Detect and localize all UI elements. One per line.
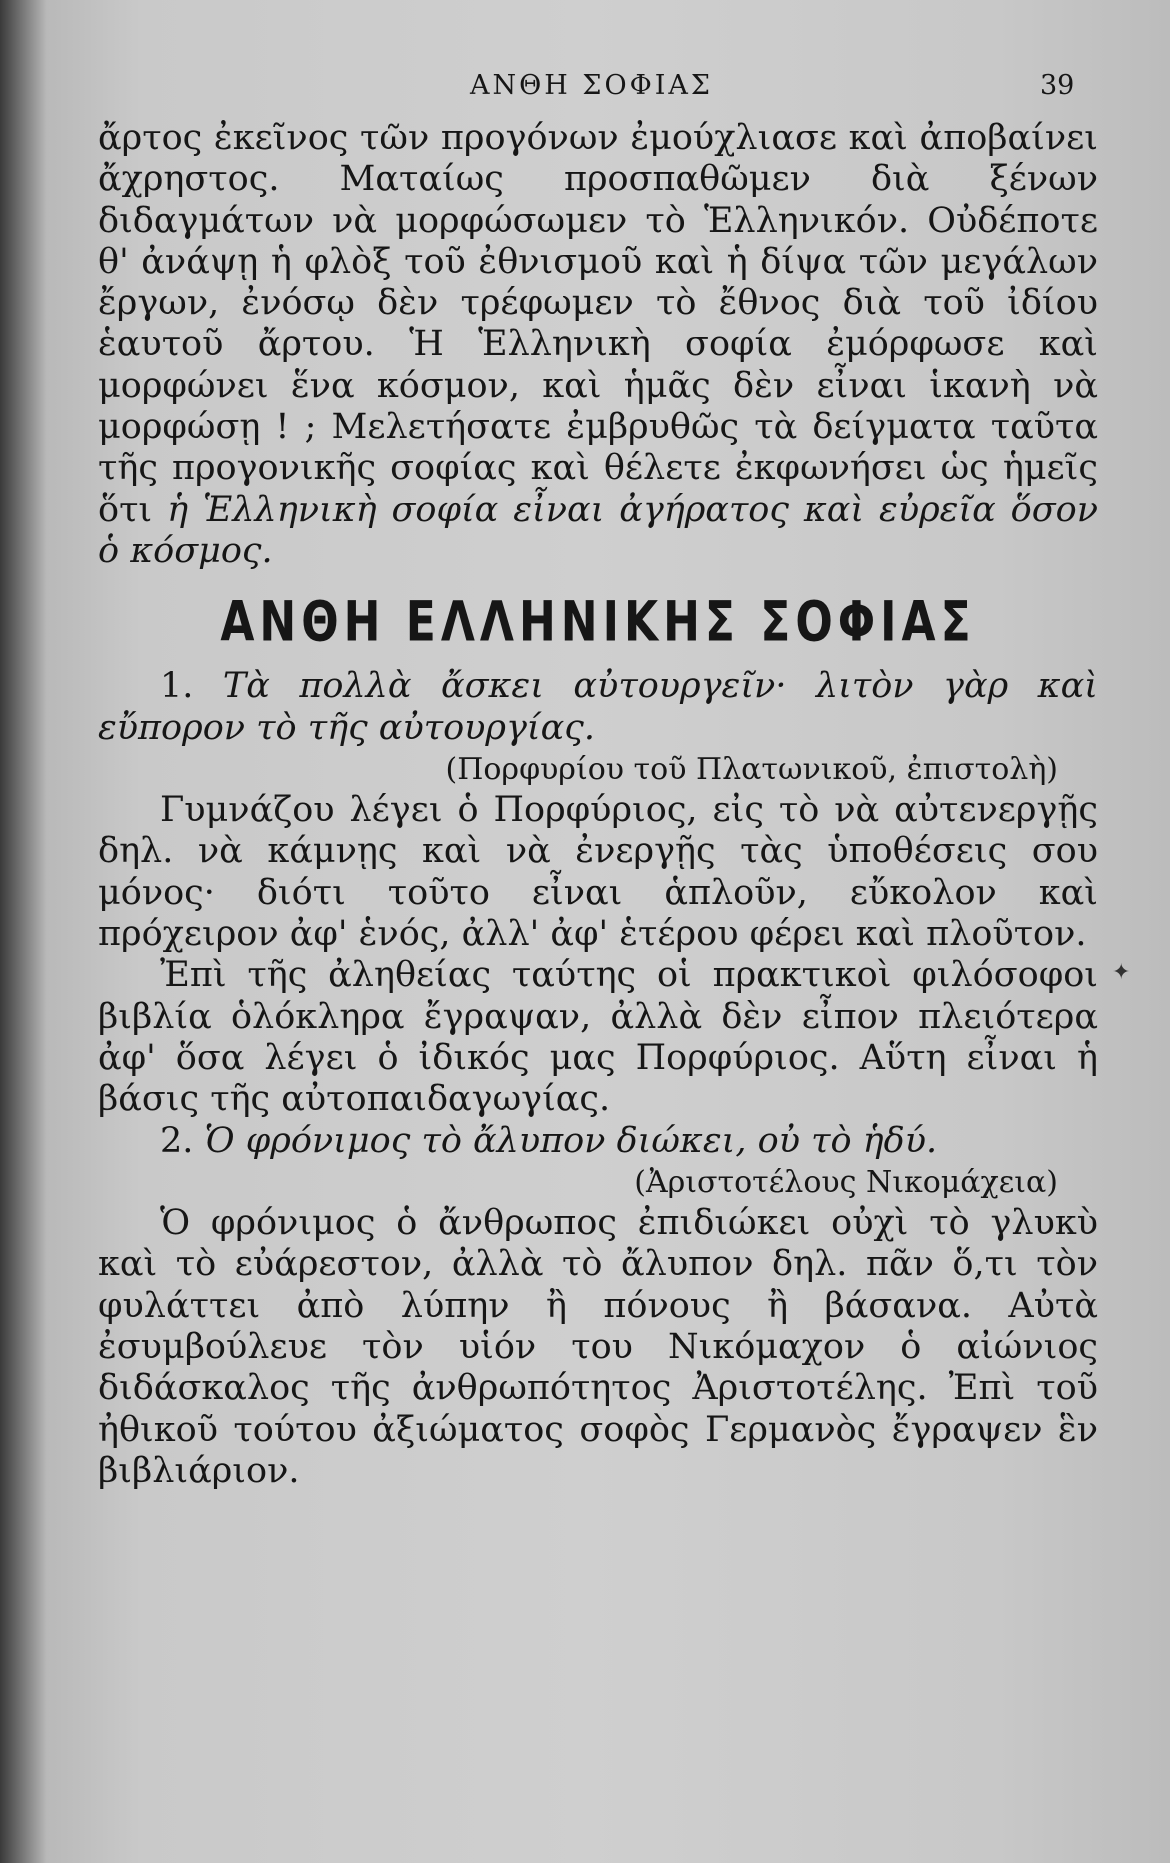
section-heading: ΑΝΘΗ ΕΛΛΗΝΙΚΗΣ ΣΟΦΙΑΣ	[220, 590, 976, 655]
maxim-1-text: Τὰ πολλὰ ἄσκει αὐτουργεῖν· λιτὸν γὰρ καὶ εὔπορον τὸ τῆς αὐτουργίας.	[98, 666, 1098, 748]
maxim-2-source: (Ἀριστοτέλους Νικομάχεια)	[634, 1164, 1058, 1200]
body-text	[98, 118, 1098, 1492]
margin-mark: ✦	[1112, 960, 1131, 985]
page-number: 39	[1040, 70, 1075, 101]
maxim-2-number: 2.	[160, 1120, 194, 1161]
maxim-1-source: (Πορφυρίου τοῦ Πλατωνικοῦ, ἐπιστολὴ)	[445, 751, 1058, 787]
maxim-2-text: Ὁ φρόνιμος τὸ ἄλυπον διώκει, οὐ τὸ ἡδύ.	[204, 1120, 938, 1161]
maxim-2	[98, 1121, 1098, 1162]
commentary-2: Ὁ φρόνιμος ὁ ἄνθρωπος ἐπιδιώκει οὐχὶ τὸ γλυκὺ καὶ τὸ εὐάρεστον, ἀλλὰ τὸ ἄλυπον δηλ. πᾶν ὅ,τι τὸν φυλάττει ἀπὸ λύπην ἢ πόνους ἢ βάσανα. Αὐτὰ ἐσυμβούλευε τὸν υἱόν του Νικόμαχον ὁ αἰώνιος διδάσκαλος τῆς ἀνθρωπότητος Ἀριστοτέλης. Ἐπὶ τοῦ ἠθικοῦ τούτου ἀξιώματος σοφὸς Γερμανὸς ἔγραψεν ἓν βιβλιάριον.	[98, 1203, 1098, 1491]
commentary-1b: Ἐπὶ τῆς ἀληθείας ταύτης οἱ πρακτικοὶ φιλόσοφοι βιβλία ὁλόκληρα ἔγραψαν, ἀλλὰ δὲν εἶπον πλειότερα ἀφ' ὅσα λέγει ὁ ἰδικός μας Πορφύριος. Αὕτη εἶναι ἡ βάσις τῆς αὐτοπαιδαγωγίας.	[98, 955, 1098, 1120]
running-head-title: ΑΝΘΗ ΣΟΦΙΑΣ	[470, 70, 714, 101]
maxim-1	[98, 666, 1098, 749]
commentary-1a: Γυμνάζου λέγει ὁ Πορφύριος, εἰς τὸ νὰ αὐτενεργῇς δηλ. νὰ κάμνῃς καὶ νὰ ἐνεργῇς τὰς ὑποθέσεις σου μόνος· διότι τοῦτο εἶναι ἁπλοῦν, εὔκολον καὶ πρόχειρον ἀφ' ἑνός, ἀλλ' ἀφ' ἑτέρου φέρει καὶ πλοῦτον.	[98, 790, 1098, 955]
maxim-1-number: 1.	[160, 666, 194, 707]
intro-text: ἄρτος ἐκεῖνος τῶν προγόνων ἐμούχλιασε καὶ ἀποβαίνει ἄχρηστος. Ματαίως προσπαθῶμεν διὰ ξένων διδαγμάτων νὰ μορφώσωμεν τὸ Ἑλληνικόν. Οὐδέποτε θ' ἀνάψῃ ἡ φλὸξ τοῦ ἐθνισμοῦ καὶ ἡ δίψα τῶν μεγάλων ἔργων, ἐνόσῳ δὲν τρέφωμεν τὸ ἔθνος διὰ τοῦ ἰδίου ἑαυτοῦ ἄρτου. Ἡ Ἑλληνικὴ σοφία ἐμόρφωσε καὶ μορφώνει ἕνα κόσμον, καὶ ἡμᾶς δὲν εἶναι ἱκανὴ νὰ μορφώσῃ ! ; Μελετήσατε ἐμβρυθῶς τὰ δείγματα ταῦτα τῆς προγονικῆς σοφίας καὶ θέλετε ἐκφωνήσει ὡς ἡμεῖς ὅτι	[98, 118, 1098, 530]
intro-italic-conclusion: ἡ Ἑλληνικὴ σοφία εἶναι ἀγήρατος καὶ εὐρεῖα ὅσον ὁ κόσμος.	[98, 489, 1098, 571]
running-head	[0, 70, 1170, 110]
intro-paragraph	[98, 118, 1098, 572]
